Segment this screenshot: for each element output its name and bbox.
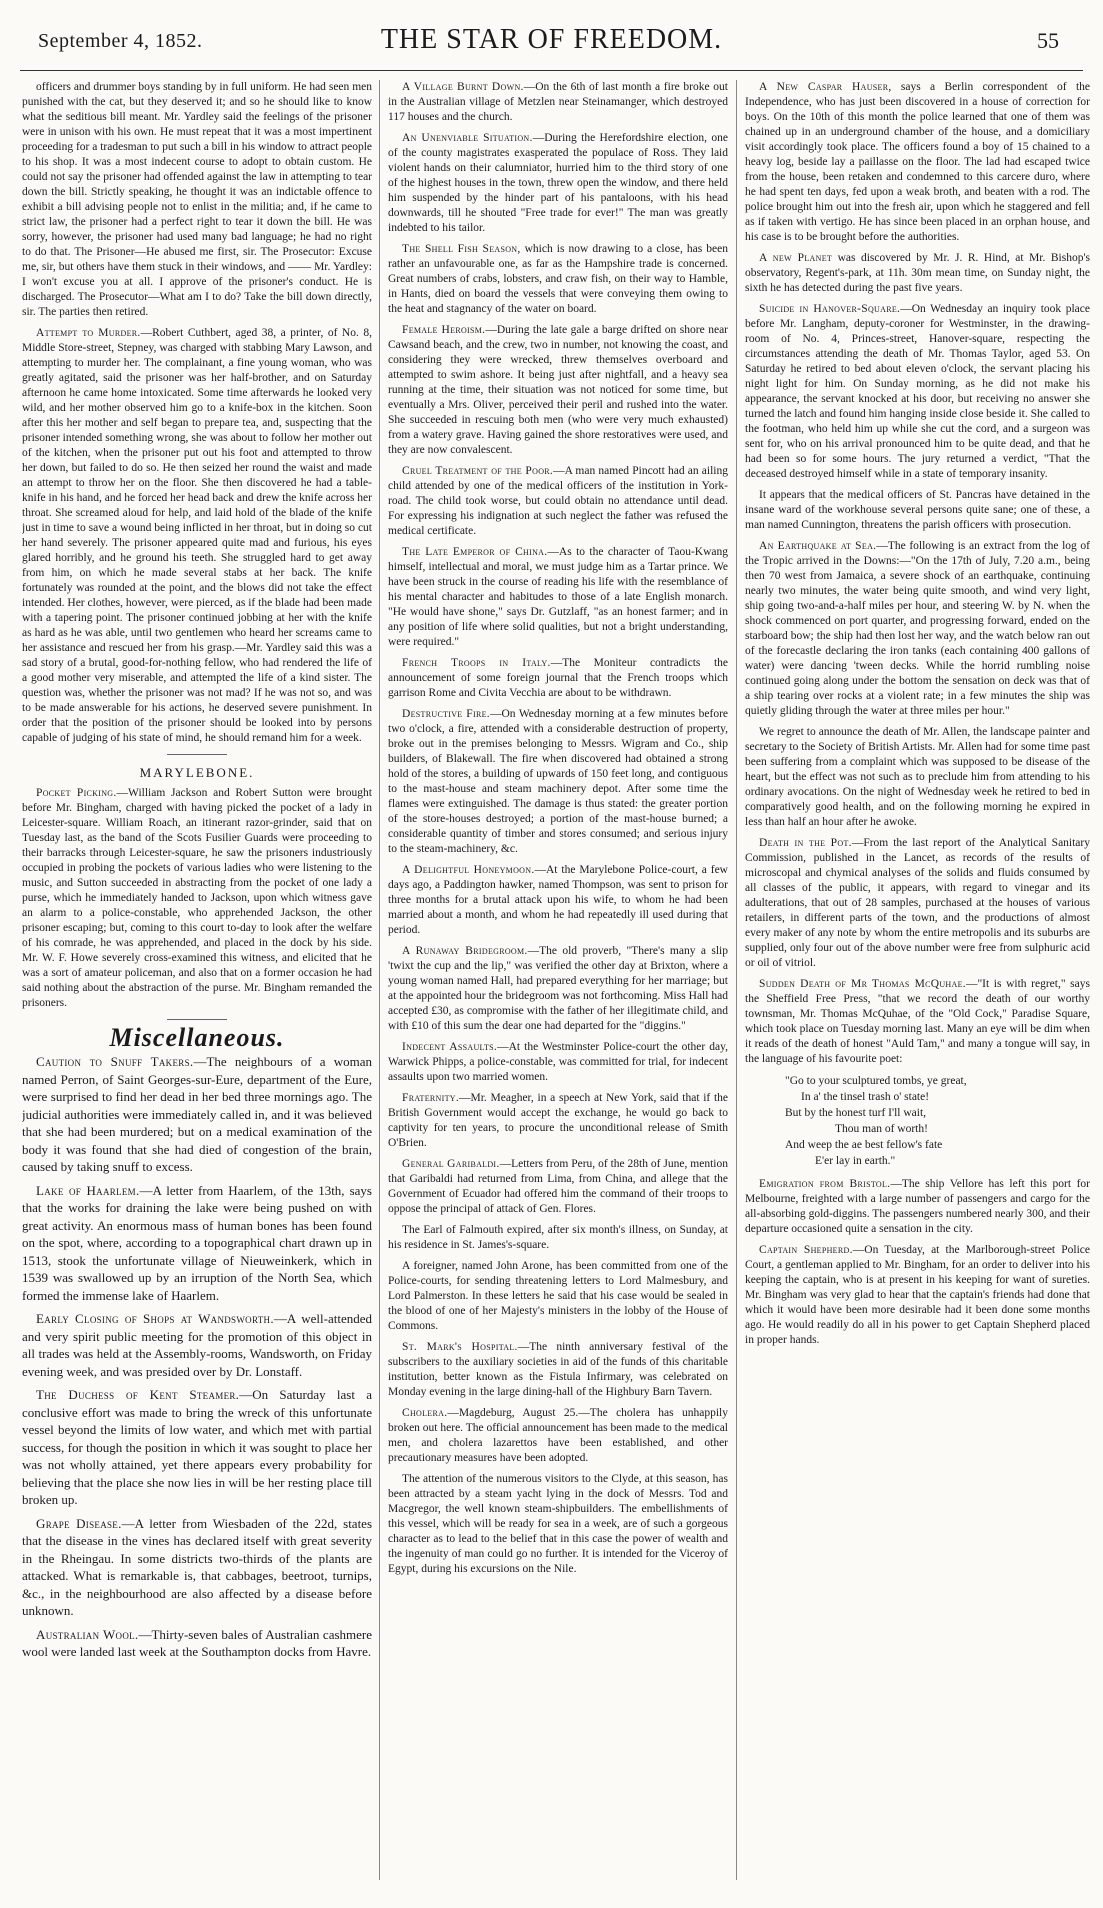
poem-line: "Go to your sculptured tombs, ye great, <box>785 1075 967 1087</box>
column-left <box>22 80 372 1890</box>
article-cholera: Cholera.—Magdeburg, August 25.—The cholera has unhappily broken out here. The official announcement has been made to the medical men, and cholera lazarettos have been established, and other precautionary measures have been adopted. <box>388 1407 728 1464</box>
article-female-heroism: Female Heroism.—During the late gale a barge drifted on shore near Cawsand beach, and the crew, two in number, not knowing the coast, and considering they were wrecked, threw themselves overboard and attempted to swim ashore. It being just after nightfall, and a heavy sea running at the time, their situation was not noticed for some time, but eventually a Mrs. Oliver, perceived their peril and rushed into the water. She succeeded in rescuing both men (who were very much exhausted) from a watery grave. Having gained the shore restoratives were used, and they are now convalescent. <box>388 324 728 456</box>
article-delightful-honeymoon: A Delightful Honeymoon.—At the Marylebone Police-court, a few days ago, a Paddington hawker, named Thompson, was sent to prison for three months for a brutal attack upon his wife, to whom he had been married about a month, and whom he had repeatedly ill used during that period. <box>388 864 728 936</box>
page-header <box>20 10 1083 68</box>
article-shell-fish: The Shell Fish Season, which is now drawing to a close, has been rather an unfavourable one, as far as the Hampshire trade is concerned. Great numbers of crabs, lobsters, and craw fish, on their way to Hamble, in Hants, died on board the vessels that were conveying them owing to the heat and stagnancy of the water on board. <box>388 243 728 315</box>
article-attempt-to-murder: Attempt to Murder.—Robert Cuthbert, aged 38, a printer, of No. 8, Middle Store-street, Stepney, was charged with stabbing Mary Lawson, and attempting to murder her. The complainant, a fine young woman, who was greatly agitated, said the prisoner was her half-brother, and on Saturday afternoon he came home intoxicated. Some time afterwards he looked very wild, and her mother observed him go to a knife-box in the kitchen. Soon after this her mother and self began to prepare tea, and, suspecting that the prisoner intended something wrong, she was about to follow her mother out of the kitchen, when the prisoner put out his foot and attempted to throw her down, but failed to do so. He then seized her round the waist and made an attempt to throw her on the floor. She then discovered he had a table-knife in his hand, and he forced her head back and drew the knife across her throat. She screamed aloud for help, and laid hold of the blade of the knife just in time to save a wound being inflicted in her throat, but in doing so cut her hand severely. The prisoner appeared quite mad and furious, his eyes glared horribly, and he ground his teeth. She struggled hard to get away from him, on which he made several stabs at her back. The knife fortunately was rounded at the point, and the blows did not take the effect intended. Her clothes, however, were pierced, as if the blade had been made with a tapering point. The prisoner continued jobbing at her with the knife as hard as he was able, until two gentlemen who heard her screams came to her assistance and rescued her from his grasp.—Mr. Yardley said this was a sad story of a brutal, good-for-nothing fellow, who had rendered the life of a good mother very miserable, and attempted the life of a kind sister. The question was, whether the prisoner was not mad? If he was not so, and was to be made answerable for his actions, he deserved severe punishment. In order that the position of the prisoner should be looked into by persons capable of judging of his state of mind, he should remand him for a week. <box>22 327 372 744</box>
article-cruel-treatment: Cruel Treatment of the Poor.—A man named Pincott had an ailing child attended by one of the medical officers of the institution in York-road. The child took worse, but could obtain no attendance until dead. For expressing his indignation at such neglect the father was refused the medical certificate. <box>388 465 728 537</box>
poem-line: But by the honest turf I'll wait, <box>785 1107 927 1119</box>
header-rule <box>20 70 1083 71</box>
section-heading-marylebone: MARYLEBONE. <box>139 765 255 780</box>
article-pocket-picking: Pocket Picking.—William Jackson and Robert Sutton were brought before Mr. Bingham, charged with having picked the pocket of a lady in Leicester-square. William Roach, an itinerant razor-grinder, said that on Tuesday last, as the band of the Scots Fusilier Guards were proceeding to their barracks through Leicester-square, he saw the prisoners industriously occupied in probing the pockets of various ladies who were listening to the music, and Sutton succeeded in abstracting from the pocket of one lady a purse, which he immediately handed to Jackson, upon which witness gave an alarm to a police-constable, who apprehended Jackson, the other prisoner escaping; but, coming to this court to-day to look after the welfare of his comrade, he was apprehended, and placed in the dock by his side. Mr. W. F. Howe severely cross-examined this witness, and elicited that he was a sort of amateur policeman, and also that on a former occasion he had said nothing about the abstraction of the purse. Mr. Bingham remanded the prisoners. <box>22 787 372 1009</box>
poem-line: And weep the ae best fellow's fate <box>785 1139 943 1151</box>
column-divider <box>736 80 737 1880</box>
article-indecent-assaults: Indecent Assaults.—At the Westminster Police-court the other day, Warwick Phipps, a police-constable, was committed for trial, for indecent assaults upon two married women. <box>388 1041 728 1083</box>
article-french-troops: French Troops in Italy.—The Moniteur contradicts the announcement of some foreign journal that the French troops which garrison Rome and Civita Vecchia are about to be withdrawn. <box>388 657 728 699</box>
article-unenviable-situation: An Unenviable Situation.—During the Herefordshire election, one of the county magistrates exasperated the populace of Ross. They laid violent hands on their calumniator, hurried him to the third story of one of the highest houses in the town, threw open the window, and there held him suspended by the hinder part of his pantaloons, with his head downwards, till he shouted "Free trade for ever!" The man was greatly indebted to his tailor. <box>388 132 728 234</box>
column-right <box>745 80 1090 1890</box>
article-grape-disease: Grape Disease.—A letter from Wiesbaden of the 22d, states that the disease in the vines has declared itself with great severity in the Rheingau. In some districts two-thirds of the plants are attacked. What is remarkable is, that cabbages, beetroot, turnips, &c., in the neighbourhood are also affected by a disease before unknown. <box>22 1515 372 1618</box>
article-lake-of-haarlem: Lake of Haarlem.—A letter from Haarlem, of the 13th, says that the works for draining the lake were being pushed on with great activity. An enormous mass of human bones has been found on the spot, where, according to a topographical chart drawn up in 1513, stook the unfortunate village of Nieuweinkerk, which in 1539 was swallowed up by an irruption of the North Sea, which formed the immense lake of Haarlem. <box>22 1182 372 1303</box>
article-runaway-bridegroom: A Runaway Bridegroom.—The old proverb, "There's many a slip 'twixt the cup and the lip," was verified the other day at Brixton, where a young woman named Hall, had prepared everything for her marriage; but at the appointed hour the bridegroom was not forthcoming. Miss Hall had accepted £30, as compromise with the father of her illegitimate child, and with £10 of this sum the dear one had departed for the "diggins." <box>388 945 728 1032</box>
article-clyde-yacht: The attention of the numerous visitors to the Clyde, at this season, has been attracted by a steam yacht lying in the dock of Messrs. Tod and Macgregor, the well known steam-shipbuilders. The embellishments of this vessel, which will be ready for sea in a week, are of such a gorgeous character as to lead to the belief that in this case the power of wealth and the ingenuity of man could go no further. It is intended for the Viceroy of Egypt, during his excursions on the Nile. <box>388 1473 728 1575</box>
section-divider <box>167 754 227 755</box>
article-emperor-of-china: The Late Emperor of China.—As to the character of Taou-Kwang himself, intellectual and moral, we must judge him as a Tartar prince. We have been struck in the course of reading his life with the resemblance of his mental character and habitudes to those of a late English monarch. "He would have shone," says Dr. Gutzlaff, "as an honest farmer; and in any position of life where solid qualities, but not a bright understanding, were required." <box>388 546 728 648</box>
article-destructive-fire: Destructive Fire.—On Wednesday morning at a few minutes before two o'clock, a fire, attended with a considerable destruction of property, broke out in the premises belonging to Messrs. Wigram and Co., ship builders, of Blakewall. The fire when discovered had obtained a strong hold of the stores, a building of upwards of 150 feet long, and contiguous to the mast-house and steam machinery depot. After some time the flames were extinguished. The damage is thus stated: the greater portion of the store-houses destroyed; a portion of the mast-house burned; a considerable quantity of timber and stores consumed; and serious injury to the steam-machinery, &c. <box>388 708 728 855</box>
article-duchess-of-kent: The Duchess of Kent Steamer.—On Saturday last a conclusive effort was made to bring the wreck of this unfortunate vessel beyond the limits of low water, and which met with partial success, for though the position in which it was sought to place her was not wholly attained, yet there appears every probability for believing that the place she now lies in will be her resting place till broken up. <box>22 1387 372 1507</box>
column-middle <box>388 80 728 1890</box>
article-garibaldi: General Garibaldi.—Letters from Peru, of the 28th of June, mention that Garibaldi had returned from Lima, from China, and allege that the Government of Ecuador had offered him the command of their troops to oppose the principal of attack of Gen. Flores. <box>388 1158 728 1215</box>
poem-line: E'er lay in earth." <box>815 1155 896 1167</box>
article-foreigner: A foreigner, named John Arone, has been committed from one of the Police-courts, for sending threatening letters to Lord Malmesbury, and Lord Palmerston. In these letters he said that his case would be sealed in the blood of one of her Majesty's ministers in the lobby of the House of Commons. <box>388 1260 728 1332</box>
article-australian-wool: Australian Wool.—Thirty-seven bales of Australian cashmere wool were landed last week at the Southampton docks from Havre. <box>22 1626 372 1659</box>
article-new-planet: A new Planet was discovered by Mr. J. R. Hind, at Mr. Bishop's observatory, Regent's-park, at 11h. 30m mean time, on Sunday night, the sixth he has detected during the past five years. <box>745 252 1090 294</box>
article-earl-of-falmouth: The Earl of Falmouth expired, after six month's illness, on Sunday, at his residence in St. James's-square. <box>388 1224 728 1251</box>
article-death-of-mr-allen: We regret to announce the death of Mr. Allen, the landscape painter and secretary to the Society of British Artists. Mr. Allen had for some time past been suffering from a complaint which was supposed to be disease of the heart, but the effect was not such as to preclude him from attending to his ordinary avocations. On the night of Wednesday week he retired to bed in comparatively good health, and on the following morning he expired in less than half an hour after he awoke. <box>745 726 1090 828</box>
poem-line: In a' the tinsel trash o' state! <box>801 1091 930 1103</box>
article-earthquake-at-sea: An Earthquake at Sea.—The following is an extract from the log of the Tropic arrived in the Downs:—"On the 17th of July, 7.20 a.m., being then 70 west from Jamaica, a severe shock of an earthquake, continuing nearly two minutes, the water being quite smooth, and wind very light, ship going two-and-a-half miles per hour, and steering W. by N. when the shock commenced on port quarter, and progressing forward, ended on the starboard bow; the ship had then lost her way, and the watch below ran out of the forecastle declaring the iron tanks (each containing 400 gallons of water) were dancing 'tween decks. While the horrid rumbling noise continued going along under the bottom the sensation on deck was that of a ship tearing over rocks at a violent rate; in a few minutes the ship was quietly gliding through the water at three miles per hour." <box>745 540 1090 717</box>
article-emigration-bristol: Emigration from Bristol.—The ship Vellore has left this port for Melbourne, freighted with a large number of passengers and cargo for the all-absorbing gold-diggins. The passengers numbered nearly 300, and their departure occasioned quite a sensation in the city. <box>745 1178 1090 1235</box>
article-snuff-takers: Caution to Snuff Takers.—The neighbours of a woman named Perron, of Saint Georges-sur-Eure, department of the Eure, were surprised to find her dead in her bed three mornings ago. The judicial authorities were immediately called in, and it was believed that she had been murdered; but on a medical examination of the body it was found that she had died of congestion of the brain, caused by taking snuff to excess. <box>22 1054 372 1174</box>
page-number: 55 <box>1037 28 1059 53</box>
article-death-in-the-pot: Death in the Pot.—From the last report of the Analytical Sanitary Commission, published in the Lancet, as records of the results of microscopal and chymical analyses of the solids and fluids consumed by all classes of the public, it appears, with regard to vinegar and its adulterations, that out of 28 samples, purchased at the houses of various retailers, in different parts of the town, and the productions of almost every maker of any note by whom the entire metropolis and its suburbs are supplied, only four out of the above number were free from sulphuric acid or oil of vitriol. <box>745 837 1090 969</box>
issue-date: September 4, 1852. <box>38 30 203 52</box>
section-divider <box>167 1019 227 1020</box>
poem-quote <box>785 1073 1090 1169</box>
masthead-title: THE STAR OF FREEDOM. <box>380 24 723 55</box>
article-suicide: Suicide in Hanover-Square.—On Wednesday an inquiry took place before Mr. Langham, deputy-coroner for Westminster, in the drawing-room of No. 4, Princes-street, Hanover-square, respecting the circumstances attending the death of Mr. Thomas Taylor, aged 53. On Saturday he retired to bed about eleven o'clock, the servant placing his night light for him. On Sunday morning, as he did not make his appearance, the servant knocked at his door, but receiving no answer she turned the latch and found him hanging inside close beside it. She called to the footman, who held him up while she cut the cord, and a surgeon was sent for, who on his arrival pronounced him to be quite dead, and that he had been so for some hours. The jury returned a verdict, "That the deceased destroyed himself while in a state of temporary insanity. <box>745 303 1090 480</box>
article-caspar-hauser: A New Caspar Hauser, says a Berlin correspondent of the Independence, who has just been discovered in a house of correction for boys. On the 10th of this month the police learned that one of them was chained up in an underground chamber of the house, and a domiciliary visit accordingly took place. The officers found a boy of 15 chained to a heavy log, beside lay a paillasse on the floor. The lad had escaped twice from the house, been retaken and condemned to this carcere duro, where he had spent ten days, fed upon a weak broth, and beaten with a rod. The police brought him out into the fresh air, upon which he staggered and fell as if taken with vertigo. He has since been placed in an orphan house, and his case is to be brought before the authorities. <box>745 81 1090 243</box>
article-continued: officers and drummer boys standing by in full uniform. He had seen men punished with the cat, but they deserved it; and so he should like to know what the seditious bill meant. Mr. Yardley said the feelings of the prisoner were in unison with his own. He must repeat that it was a most impertinent proceeding for a tradesman to put such a bill in his window to attract people to his shop. It was a most indecent course to adopt to obtain custom. He could not say the prisoner had offended against the law in attempting to tear down the bill. Strictly speaking, he thought it was an indictable offence to exhibit a bill advising people not to enlist in the militia; and, if he came to strict law, the prisoner had a perfect right to tear it down the bill. He was sorry, however, the prisoner had used many bad language; he had no right to do that. The Prisoner—He abused me first, sir. The Prosecutor: Excuse me, sir, but others have them stuck in their windows, and —— Mr. Yardley: I won't excuse you at all. I approve of the prisoner's conduct. He is discharged. The Prosecutor—What am I to do? Take the bill down directly, sir. The parties then retired. <box>22 81 372 318</box>
article-st-pancras: It appears that the medical officers of St. Pancras have detained in the insane ward of the workhouse several persons quite sane; one of these, a man named Cunnington, threatens the parish officers with prosecution. <box>745 489 1090 531</box>
article-fraternity: Fraternity.—Mr. Meagher, in a speech at New York, said that if the British Government would accept the exchange, he would go back to captivity for ten years, to procure the unconditional release of Smith O'Brien. <box>388 1092 728 1149</box>
article-st-marks-hospital: St. Mark's Hospital.—The ninth anniversary festival of the subscribers to the auxiliary societies in aid of the funds of this charitable institution, better known as the Fistula Infirmary, was celebrated on Monday evening in the large dining-hall of the Highbury Barn Tavern. <box>388 1341 728 1398</box>
article-early-closing: Early Closing of Shops at Wandsworth.—A well-attended and very spirit public meeting for the promotion of this object in all trades was held at the Assembly-rooms, Wandsworth, on Friday evening week, and was presided over by Dr. Lonstaff. <box>22 1311 372 1379</box>
section-heading-miscellaneous: Miscellaneous. <box>109 1023 285 1052</box>
article-village-burnt: A Village Burnt Down.—On the 6th of last month a fire broke out in the Australian village of Metzlen near Steinamanger, which destroyed 117 houses and the church. <box>388 81 728 123</box>
article-mcquhae: Sudden Death of Mr Thomas McQuhae.—"It is with regret," says the Sheffield Free Press, "that we record the death of our worthy townsman, Mr. Thomas McQuhae, of the "Old Cock," Paradise Square, which took place on Tuesday morning last. Many an eye will be dim when it reads of the death of honest "Auld Tam," and many a tongue will say, in the language of his favourite poet: <box>745 978 1090 1065</box>
poem-line: Thou man of worth! <box>835 1123 928 1135</box>
column-divider <box>379 80 380 1880</box>
article-captain-shepherd: Captain Shepherd.—On Tuesday, at the Marlborough-street Police Court, a gentleman applied to Mr. Bingham, for an order to deliver into his keeping the captain, who is at present in his keeping for want of sureties. Mr. Bingham was very glad to hear that the captain's friends had done that which it would have been more desirable had it been done some months ago. He would readily do all in his power to get Captain Shepherd placed in proper hands. <box>745 1244 1090 1346</box>
